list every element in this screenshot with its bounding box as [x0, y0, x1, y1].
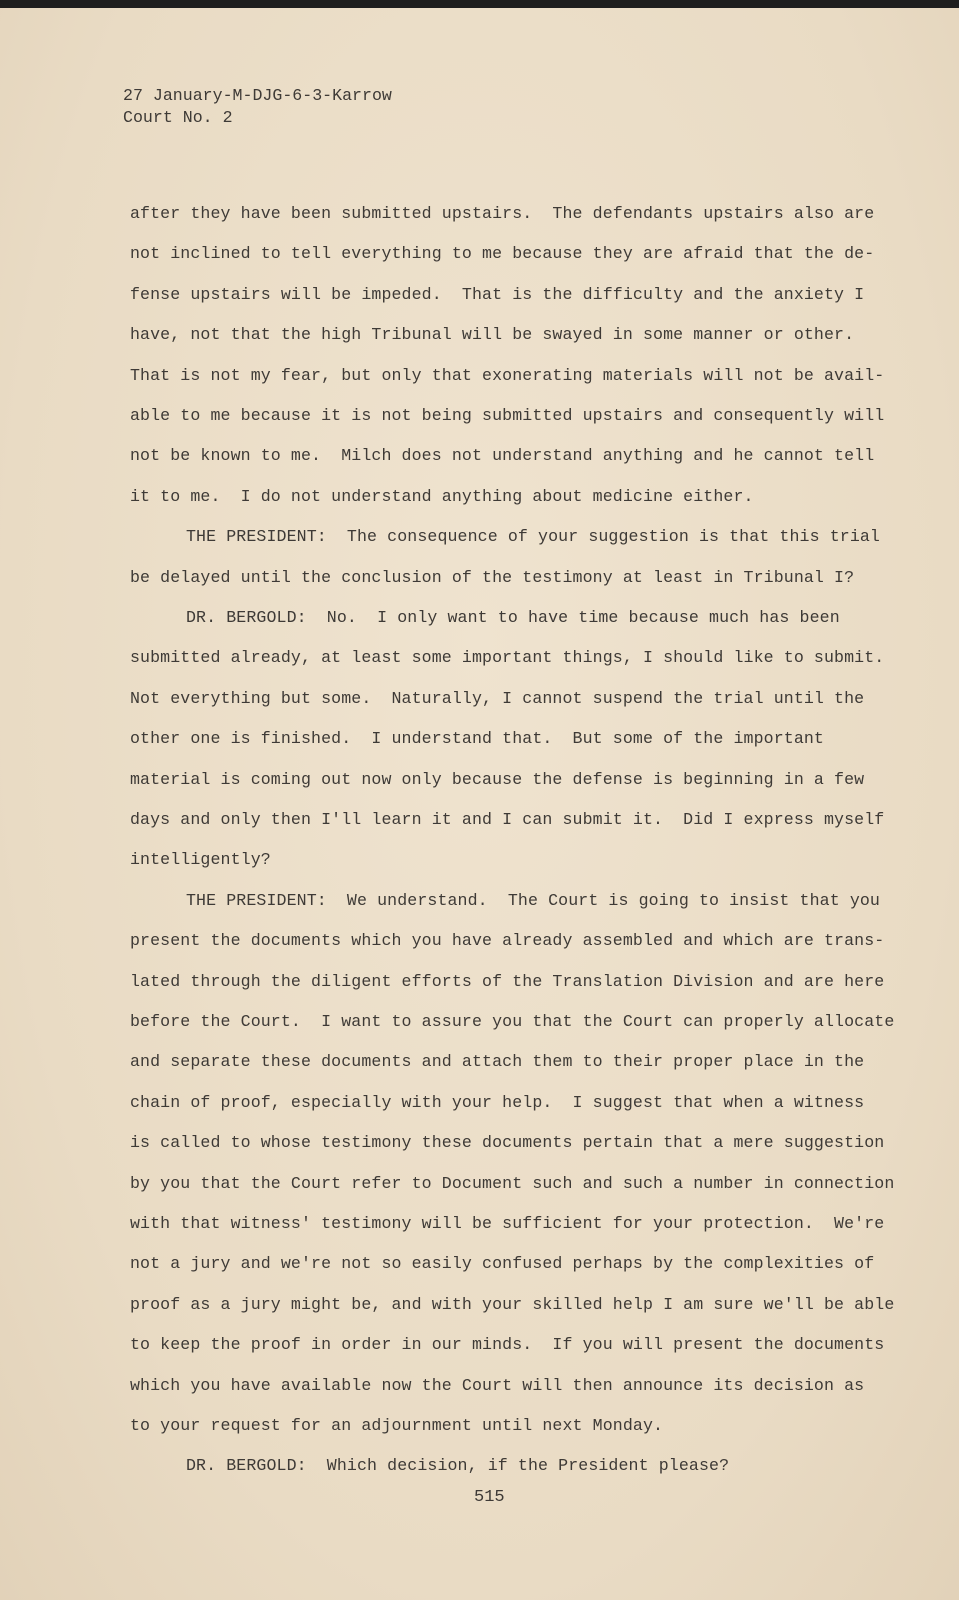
transcript-line: is called to whose testimony these documents pertain that a mere suggestion: [130, 1133, 885, 1153]
transcript-line: to keep the proof in order in our minds. If you will present the documents: [130, 1335, 885, 1355]
transcript-line: THE PRESIDENT: The consequence of your suggestion is that this trial: [186, 527, 880, 547]
transcript-line: not a jury and we're not so easily confused perhaps by the complexities of: [130, 1254, 875, 1274]
header-court: Court No. 2: [123, 108, 233, 127]
transcript-line: by you that the Court refer to Document such and such a number in connection: [130, 1173, 895, 1193]
transcript-line: Not everything but some. Naturally, I cannot suspend the trial until the: [130, 688, 865, 708]
transcript-line: after they have been submitted upstairs. The defendants upstairs also are: [130, 204, 875, 223]
transcript-line: it to me. I do not understand anything about medicine either.: [130, 486, 754, 506]
transcript-line: days and only then I'll learn it and I can submit it. Did I express myself: [130, 810, 885, 829]
transcript-line: other one is finished. I understand that. But some of the important: [130, 729, 824, 749]
transcript-line: and separate these documents and attach them to their proper place in the: [130, 1052, 865, 1072]
transcript-line: DR. BERGOLD: No. I only want to have time because much has been: [186, 608, 840, 627]
transcript-line: to your request for an adjournment until next Monday.: [130, 1416, 664, 1435]
transcript-line: have, not that the high Tribunal will be swayed in some manner or other.: [130, 325, 855, 345]
transcript-line: chain of proof, especially with your help. I suggest that when a witness: [130, 1092, 865, 1112]
document-page: [0, 8, 959, 1600]
transcript-line: present the documents which you have already assembled and which are trans-: [130, 931, 885, 951]
transcript-line: lated through the diligent efforts of the Translation Division and are here: [130, 971, 885, 991]
transcript-line: not be known to me. Milch does not understand anything and he cannot tell: [130, 446, 875, 466]
transcript-line: proof as a jury might be, and with your skilled help I am sure we'll be able: [130, 1294, 895, 1314]
transcript-line: not inclined to tell everything to me because they are afraid that the de-: [130, 244, 875, 264]
page-number: 515: [474, 1488, 505, 1507]
transcript-line: intelligently?: [130, 850, 271, 870]
transcript-line: THE PRESIDENT: We understand. The Court is going to insist that you: [186, 890, 880, 910]
header-reference: 27 January-M-DJG-6-3-Karrow: [123, 86, 392, 105]
transcript-line: which you have available now the Court will then announce its decision as: [130, 1375, 865, 1395]
transcript-line: be delayed until the conclusion of the testimony at least in Tribunal I?: [130, 567, 855, 587]
transcript-line: with that witness' testimony will be sufficient for your protection. We're: [130, 1214, 885, 1233]
transcript-line: fense upstairs will be impeded. That is the difficulty and the anxiety I: [130, 284, 865, 304]
transcript-line: That is not my fear, but only that exonerating materials will not be avail-: [130, 365, 885, 385]
transcript-line: submitted already, at least some important things, I should like to submit.: [130, 648, 885, 668]
transcript-line: able to me because it is not being submitted upstairs and consequently will: [130, 406, 885, 425]
transcript-line: before the Court. I want to assure you that the Court can properly allocate: [130, 1012, 895, 1031]
transcript-line: material is coming out now only because the defense is beginning in a few: [130, 769, 865, 789]
transcript-line: DR. BERGOLD: Which decision, if the President please?: [186, 1456, 730, 1476]
